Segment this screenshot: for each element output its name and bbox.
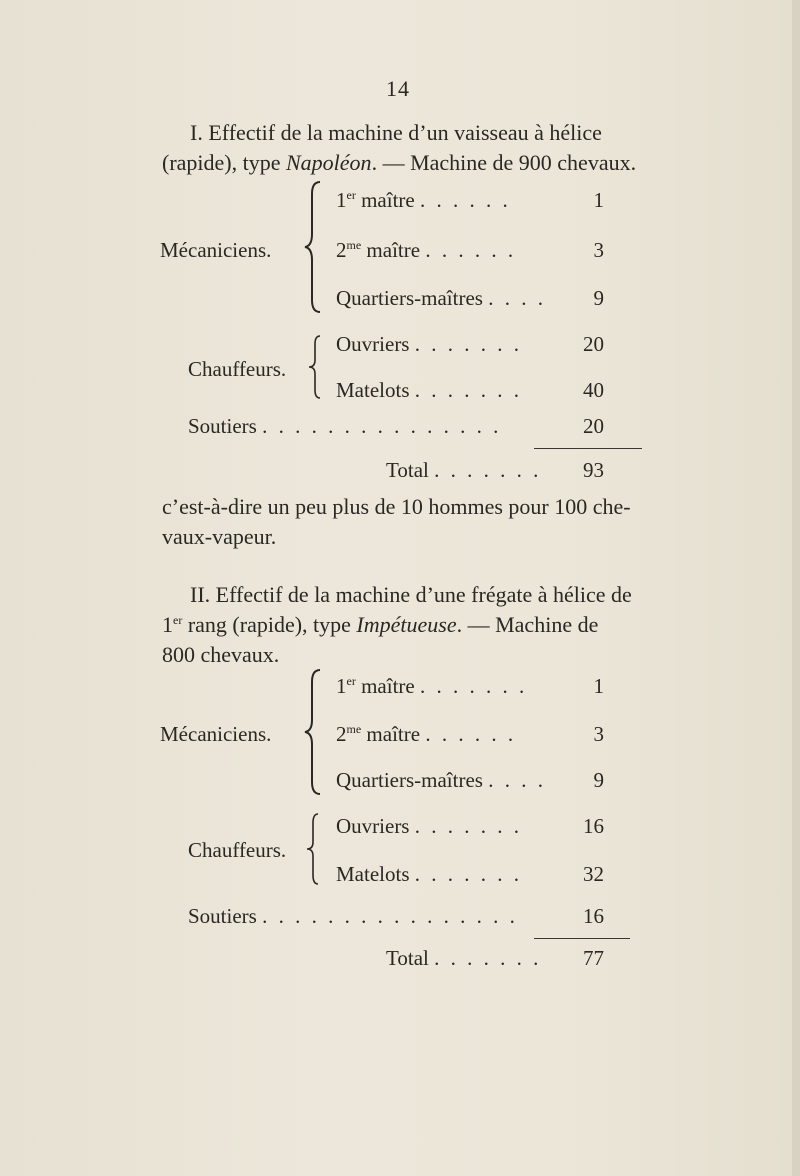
section2-value-quartiers-maitres: 9 — [593, 768, 604, 792]
section1-value-quartiers-maitres: 9 — [593, 286, 604, 310]
section2-mecaniciens-label: Mécaniciens. — [160, 722, 272, 746]
section1-note-line2: vaux-vapeur. — [162, 524, 277, 549]
section2-chauffeurs-brace — [304, 810, 324, 888]
section2-row-1er-maitre: 1er maître . . . . . . . — [336, 674, 528, 698]
section1-chauffeurs-label: Chauffeurs. — [188, 357, 287, 381]
ship-type-napoleon: Napoléon — [286, 150, 372, 175]
section1-value-total: 93 — [583, 458, 604, 482]
section2-value-1er-maitre: 1 — [593, 674, 604, 698]
section1-value-2me-maitre: 3 — [593, 238, 604, 262]
section1-total-rule — [534, 448, 642, 449]
section1-row-total: Total . . . . . . . — [386, 458, 542, 482]
section1-note — [162, 492, 631, 552]
section2-row-soutiers: Soutiers . . . . . . . . . . . . . . . . — [188, 904, 518, 928]
section1-mecaniciens-label: Mécaniciens. — [160, 238, 272, 262]
section1-heading-line1: I. Effectif de la machine d’un vaisseau à hélice — [190, 120, 602, 145]
page-edge — [792, 0, 800, 1176]
section2-heading-line3: 800 chevaux. — [162, 642, 280, 667]
section1-row-quartiers-maitres: Quartiers-maîtres . . . . — [336, 286, 546, 310]
section2-heading-line2: 1er rang (rapide), type Impétueuse. — Machine de — [162, 612, 599, 637]
section2-row-matelots: Matelots . . . . . . . — [336, 862, 522, 886]
section1-row-matelots: Matelots . . . . . . . — [336, 378, 522, 402]
section1-value-ouvriers: 20 — [583, 332, 604, 356]
section1-row-ouvriers: Ouvriers . . . . . . . — [336, 332, 522, 356]
section1-value-matelots: 40 — [583, 378, 604, 402]
section2-value-soutiers: 16 — [583, 904, 604, 928]
section1-mecaniciens-brace — [302, 180, 326, 314]
section1-note-line1: c’est-à-dire un peu plus de 10 hommes pour 100 che- — [162, 494, 631, 519]
section1-row-2me-maitre: $2^{me}$ maître . . . . . . — [336, 238, 517, 262]
section2-total-rule — [534, 938, 630, 939]
section1-row-soutiers: Soutiers . . . . . . . . . . . . . . . — [188, 414, 502, 438]
section2-chauffeurs-label: Chauffeurs. — [188, 838, 287, 862]
section1-value-1er-maitre: 1 — [593, 188, 604, 212]
ship-type-impetueuse: Impétueuse — [356, 612, 457, 637]
section2-value-ouvriers: 16 — [583, 814, 604, 838]
section2-mecaniciens-brace — [302, 668, 326, 796]
section2-value-2me-maitre: 3 — [593, 722, 604, 746]
section1-value-soutiers: 20 — [583, 414, 604, 438]
section2-row-2me-maitre: $2^{me}$ maître . . . . . . — [336, 722, 517, 746]
section2-heading-line1: II. Effectif de la machine d’une frégate à hélice de — [190, 582, 632, 607]
section2-value-total: 77 — [583, 946, 604, 970]
section1-chauffeurs-brace — [306, 332, 326, 402]
section2-row-quartiers-maitres: Quartiers-maîtres . . . . — [336, 768, 546, 792]
section1-heading — [162, 118, 636, 178]
section2-value-matelots: 32 — [583, 862, 604, 886]
page-number: 14 — [386, 76, 410, 101]
section2-row-total: Total . . . . . . . — [386, 946, 542, 970]
section2-row-ouvriers: Ouvriers . . . . . . . — [336, 814, 522, 838]
section1-heading-line2: (rapide), type Napoléon. — Machine de 900 chevaux. — [162, 150, 637, 175]
section2-heading — [162, 580, 632, 670]
section1-row-1er-maitre: 1er maître . . . . . . — [336, 188, 511, 212]
